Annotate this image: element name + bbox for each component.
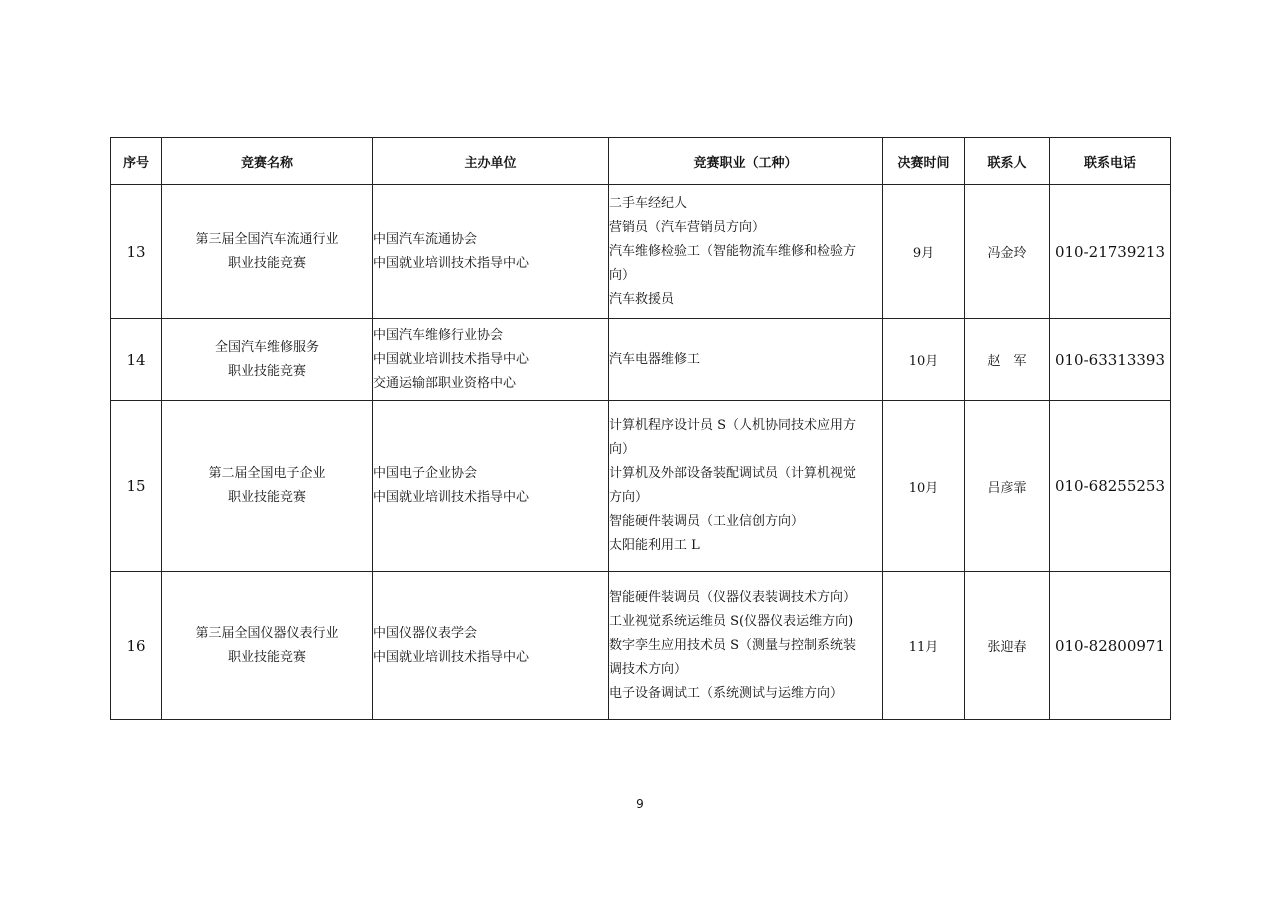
occupation-line: 太阳能利用工 L xyxy=(609,538,700,553)
competition-name-cell xyxy=(162,572,373,720)
occupation-line: 汽车维修检验工（智能物流车维修和检验方 xyxy=(609,243,857,259)
page-number: 9 xyxy=(636,797,644,811)
occupation-line: 汽车电器维修工 xyxy=(609,351,701,367)
occupation-cell xyxy=(609,319,883,401)
final-time-cell: 10月 xyxy=(883,401,965,572)
phone-cell: 010-68255253 xyxy=(1050,401,1171,572)
competition-name-cell xyxy=(162,185,373,319)
occupation-line: 向） xyxy=(609,442,636,457)
contact-cell: 张迎春 xyxy=(965,572,1050,720)
header-occupation: 竞赛职业（工种） xyxy=(609,138,883,185)
competition-name-line: 职业技能竞赛 xyxy=(227,490,306,505)
organizer-cell xyxy=(373,319,609,401)
organizer-cell xyxy=(373,401,609,572)
contact-cell: 冯金玲 xyxy=(965,185,1050,319)
contact-cell: 赵 军 xyxy=(965,319,1050,401)
phone-cell: 010-63313393 xyxy=(1050,319,1171,401)
organizer-line: 交通运输部职业资格中心 xyxy=(373,375,517,391)
competition-name-line: 第三届全国仪器仪表行业 xyxy=(195,625,339,641)
table-row xyxy=(111,572,1171,720)
organizer-line: 中国电子企业协会 xyxy=(373,466,478,481)
final-time-cell: 9月 xyxy=(883,185,965,319)
final-time-cell: 11月 xyxy=(883,572,965,720)
phone-cell: 010-21739213 xyxy=(1050,185,1171,319)
occupation-line: 二手车经纪人 xyxy=(609,195,688,211)
organizer-line: 中国汽车维修行业协会 xyxy=(373,327,504,343)
header-phone: 联系电话 xyxy=(1050,138,1171,185)
occupation-line: 智能硬件装调员（工业信创方向） xyxy=(609,514,805,529)
occupation-line: 计算机及外部设备装配调试员（计算机视觉 xyxy=(609,466,857,481)
organizer-line: 中国就业培训技术指导中心 xyxy=(373,351,530,367)
serial-number-cell: 16 xyxy=(111,572,162,720)
header-organizer: 主办单位 xyxy=(373,138,609,185)
competition-name-line: 职业技能竞赛 xyxy=(227,363,306,379)
competition-name-line: 第二届全国电子企业 xyxy=(208,466,326,481)
competition-name-cell xyxy=(162,401,373,572)
header-serial-number: 序号 xyxy=(111,138,162,185)
header-final-time: 决赛时间 xyxy=(883,138,965,185)
organizer-cell xyxy=(373,572,609,720)
occupation-line: 计算机程序设计员 S（人机协同技术应用方 xyxy=(609,418,857,433)
competition-table xyxy=(110,137,1171,720)
table-row xyxy=(111,401,1171,572)
serial-number-cell: 14 xyxy=(111,319,162,401)
table-header-row xyxy=(111,138,1171,185)
organizer-line: 中国就业培训技术指导中心 xyxy=(373,490,530,505)
occupation-line: 数字孪生应用技术员 S（测量与控制系统装 xyxy=(609,637,857,653)
organizer-line: 中国汽车流通协会 xyxy=(373,231,478,247)
header-competition-name: 竞赛名称 xyxy=(162,138,373,185)
table-row xyxy=(111,185,1171,319)
occupation-line: 向） xyxy=(609,267,636,283)
competition-name-line: 职业技能竞赛 xyxy=(227,649,306,665)
occupation-line: 调技术方向） xyxy=(609,661,688,677)
competition-name-line: 全国汽车维修服务 xyxy=(214,339,319,355)
serial-number-cell: 13 xyxy=(111,185,162,319)
occupation-cell xyxy=(609,572,883,720)
occupation-line: 方向） xyxy=(609,490,649,505)
organizer-cell xyxy=(373,185,609,319)
competition-name-line: 职业技能竞赛 xyxy=(227,255,306,271)
competition-name-cell xyxy=(162,319,373,401)
final-time-cell: 10月 xyxy=(883,319,965,401)
occupation-line: 汽车救援员 xyxy=(609,291,675,307)
phone-cell: 010-82800971 xyxy=(1050,572,1171,720)
occupation-cell xyxy=(609,401,883,572)
contact-cell: 吕彦霏 xyxy=(965,401,1050,572)
occupation-line: 电子设备调试工（系统测试与运维方向） xyxy=(609,685,844,701)
occupation-line: 营销员（汽车营销员方向） xyxy=(609,219,766,235)
occupation-cell xyxy=(609,185,883,319)
organizer-line: 中国仪器仪表学会 xyxy=(373,625,478,641)
competition-name-line: 第三届全国汽车流通行业 xyxy=(195,231,339,247)
organizer-line: 中国就业培训技术指导中心 xyxy=(373,255,530,271)
header-contact: 联系人 xyxy=(965,138,1050,185)
organizer-line: 中国就业培训技术指导中心 xyxy=(373,649,530,665)
table-row xyxy=(111,319,1171,401)
occupation-line: 智能硬件装调员（仪器仪表装调技术方向） xyxy=(609,589,857,605)
serial-number-cell: 15 xyxy=(111,401,162,572)
occupation-line: 工业视觉系统运维员 S(仪器仪表运维方向) xyxy=(609,613,854,629)
